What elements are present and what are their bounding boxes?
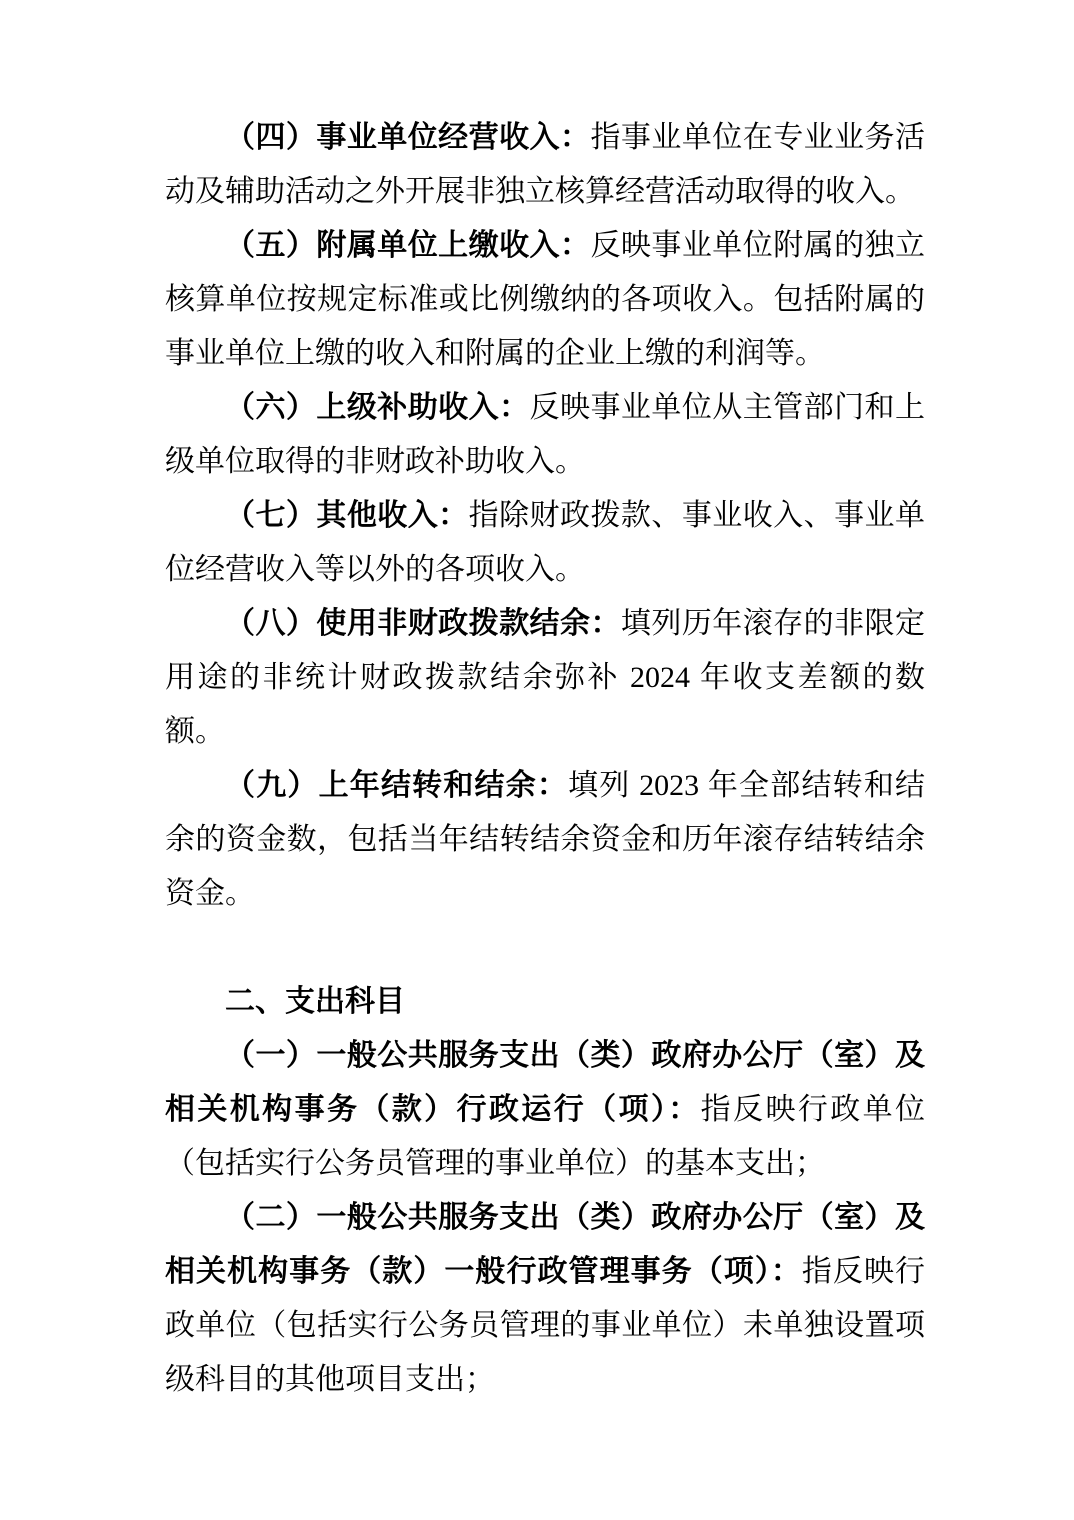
revenue-item-9 xyxy=(165,759,925,921)
revenue-item-9-body: 填列 2023 年全部结转和结余的资金数，包括当年结转结余资金和历年滚存结转结余资金。 xyxy=(165,769,926,910)
expenditure-item-1-body: 指反映行政单位（包括实行公务员管理的事业单位）的基本支出； xyxy=(165,1093,926,1180)
expenditure-item-1-label: （一）一般公共服务支出（类）政府办公厅（室）及相关机构事务（款）行政运行（项）： xyxy=(165,1039,925,1126)
expenditure-section-heading: 二、支出科目 xyxy=(225,985,405,1018)
expenditure-item-2 xyxy=(165,1191,925,1407)
revenue-item-5 xyxy=(165,219,925,381)
revenue-item-9-label: （九）上年结转和结余： xyxy=(225,769,569,802)
revenue-item-6 xyxy=(165,381,925,489)
revenue-item-8 xyxy=(165,597,925,759)
expenditure-item-1 xyxy=(165,1029,925,1191)
revenue-item-5-body: 反映事业单位附属的独立核算单位按规定标准或比例缴纳的各项收入。包括附属的事业单位上缴的收入和附属的企业上缴的利润等。 xyxy=(165,229,926,370)
document-content xyxy=(165,111,925,1407)
revenue-item-5-label: （五）附属单位上缴收入： xyxy=(225,229,591,262)
revenue-item-4-label: （四）事业单位经营收入： xyxy=(225,121,591,154)
revenue-item-4 xyxy=(165,111,925,219)
revenue-item-8-label: （八）使用非财政拨款结余： xyxy=(225,607,621,640)
revenue-item-7-body: 指除财政拨款、事业收入、事业单位经营收入等以外的各项收入。 xyxy=(165,499,926,586)
revenue-item-6-label: （六）上级补助收入： xyxy=(225,391,530,424)
revenue-item-6-body: 反映事业单位从主管部门和上级单位取得的非财政补助收入。 xyxy=(165,391,926,478)
revenue-item-7 xyxy=(165,489,925,597)
expenditure-item-2-label: （二）一般公共服务支出（类）政府办公厅（室）及相关机构事务（款）一般行政管理事务（项）： xyxy=(165,1201,925,1288)
revenue-item-8-body: 填列历年滚存的非限定用途的非统计财政拨款结余弥补 2024 年收支差额的数额。 xyxy=(165,607,926,748)
revenue-item-4-body: 指事业单位在专业业务活动及辅助活动之外开展非独立核算经营活动取得的收入。 xyxy=(165,121,926,208)
expenditure-item-2-body: 指反映行政单位（包括实行公务员管理的事业单位）未单独设置项级科目的其他项目支出； xyxy=(165,1255,926,1396)
revenue-item-7-label: （七）其他收入： xyxy=(225,499,469,532)
